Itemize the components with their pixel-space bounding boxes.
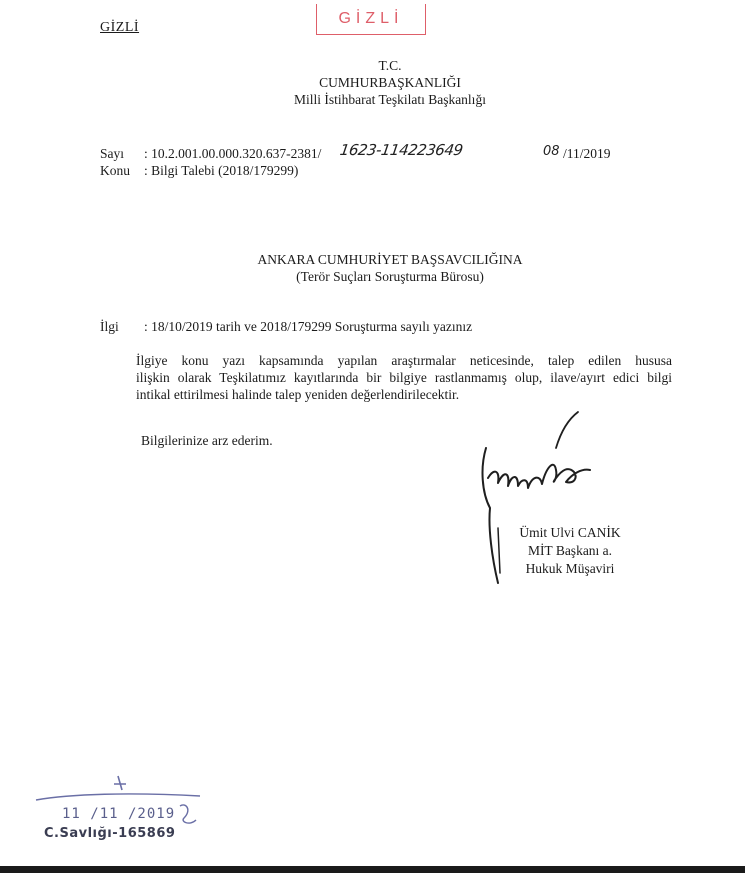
header-agency: Milli İstihbarat Teşkilatı Başkanlığı [294,92,486,107]
addressee-title: ANKARA CUMHURİYET BAŞSAVCILIĞINA [257,252,523,267]
konu-value: : Bilgi Talebi (2018/179299) [144,163,299,178]
signatory-name: Ümit Ulvi CANİK [519,525,621,540]
body-line-1: İlgiye konu yazı kapsamında yapılan araştırmalar neticesinde, talep edilen hususa [136,353,672,368]
stamp-text: GİZLİ [338,10,404,27]
sayi-handwritten-number: 1623-114223649 [338,141,464,159]
body-line-2: ilişkin olarak Teşkilatımız kayıtlarında bir bilgiye rastlanmamış olup, ilave/ayırt edici bilgi [136,370,672,385]
bottom-edge-bar [0,866,745,873]
signatory-role: Hukuk Müşaviri [525,561,615,576]
header-presidency: CUMHURBAŞKANLIĞI [319,75,461,90]
classification-label: GİZLİ [100,20,140,35]
sayi-label: Sayı [100,146,125,161]
header-country: T.C. [378,58,402,73]
konu-label: Konu [100,163,130,178]
date-day-handwritten: 08 [543,144,560,159]
signatory-title: MİT Başkanı a. [527,543,613,558]
addressee-subtitle: (Terör Suçları Soruşturma Bürosu) [296,269,484,284]
document-date: /11/2019 [563,146,611,161]
classification-stamp [316,4,426,35]
sayi-value: : 10.2.001.00.000.320.637-2381/ [144,146,322,161]
ilgi-label: İlgi [100,319,119,334]
receipt-number: C.Savlığı-165869 [44,826,176,841]
body-line-3: intikal ettirilmesi halinde talep yeniden değerlendirilecektir. [136,387,460,402]
ilgi-value: : 18/10/2019 tarih ve 2018/179299 Soruşturma sayılı yazınız [144,319,473,334]
closing-line: Bilgilerinize arz ederim. [141,433,273,448]
body-paragraph [136,352,672,403]
receipt-date: 11 /11 /2019 [62,806,176,822]
